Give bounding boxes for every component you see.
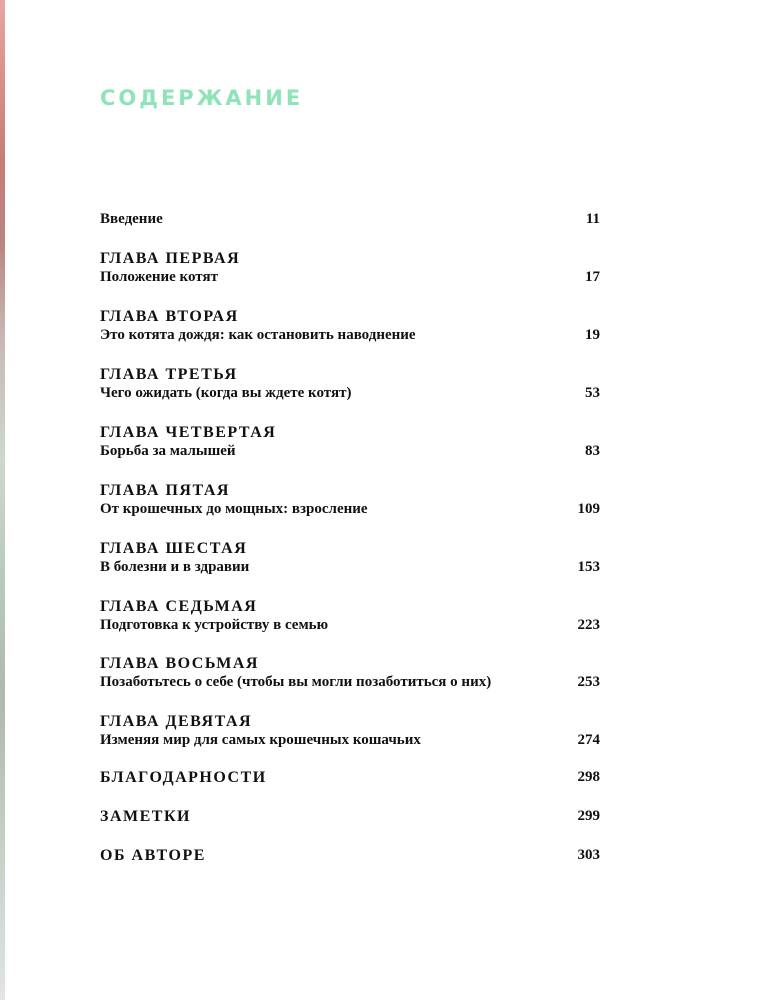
chapter-label: ГЛАВА ТРЕТЬЯ xyxy=(100,366,238,383)
chapter-title: Положение котят xyxy=(100,269,218,285)
toc-title: СОДЕРЖАНИЕ xyxy=(100,86,304,110)
toc-page-number: 19 xyxy=(585,327,600,343)
toc-page-number: 298 xyxy=(577,769,600,785)
chapter-label: ГЛАВА ПЕРВАЯ xyxy=(100,250,241,267)
chapter-label: ГЛАВА ВТОРАЯ xyxy=(100,308,239,325)
page-edge-strip xyxy=(0,0,5,1000)
chapter-title: Подготовка к устройству в семью xyxy=(100,617,329,633)
chapter-title: Это котята дождя: как остановить наводнение xyxy=(100,327,416,343)
toc-page-number: 253 xyxy=(577,674,600,690)
chapter-label: ГЛАВА ВОСЬМАЯ xyxy=(100,655,259,672)
chapter-title: От крошечных до мощных: взросление xyxy=(100,501,368,517)
chapter-label: ГЛАВА ПЯТАЯ xyxy=(100,482,230,499)
toc-entry-title: Введение xyxy=(100,211,163,227)
chapter-title: Изменяя мир для самых крошечных кошачьих xyxy=(100,732,421,748)
toc-page-number: 11 xyxy=(585,211,600,227)
toc-list xyxy=(100,0,600,1000)
chapter-title: Борьба за малышей xyxy=(100,443,236,459)
toc-page-number: 299 xyxy=(577,808,600,824)
toc-page-number: 274 xyxy=(577,732,600,748)
toc-page-number: 223 xyxy=(577,617,600,633)
chapter-label: ГЛАВА СЕДЬМАЯ xyxy=(100,598,258,615)
chapter-title: Позаботьтесь о себе (чтобы вы могли позаботиться о них) xyxy=(100,674,492,690)
toc-page-number: 53 xyxy=(585,385,600,401)
back-matter-title: БЛАГОДАРНОСТИ xyxy=(100,769,267,786)
chapter-title: Чего ожидать (когда вы ждете котят) xyxy=(100,385,352,401)
chapter-label: ГЛАВА ЧЕТВЕРТАЯ xyxy=(100,424,277,441)
toc-page-number: 303 xyxy=(577,847,600,863)
toc-page-number: 153 xyxy=(577,559,600,575)
back-matter-title: ЗАМЕТКИ xyxy=(100,808,191,825)
back-matter-title: ОБ АВТОРЕ xyxy=(100,847,206,864)
toc-page-number: 83 xyxy=(585,443,600,459)
chapter-label: ГЛАВА ДЕВЯТАЯ xyxy=(100,713,253,730)
chapter-title: В болезни и в здравии xyxy=(100,559,250,575)
toc-page-number: 109 xyxy=(577,501,600,517)
chapter-label: ГЛАВА ШЕСТАЯ xyxy=(100,540,248,557)
toc-page-number: 17 xyxy=(585,269,600,285)
